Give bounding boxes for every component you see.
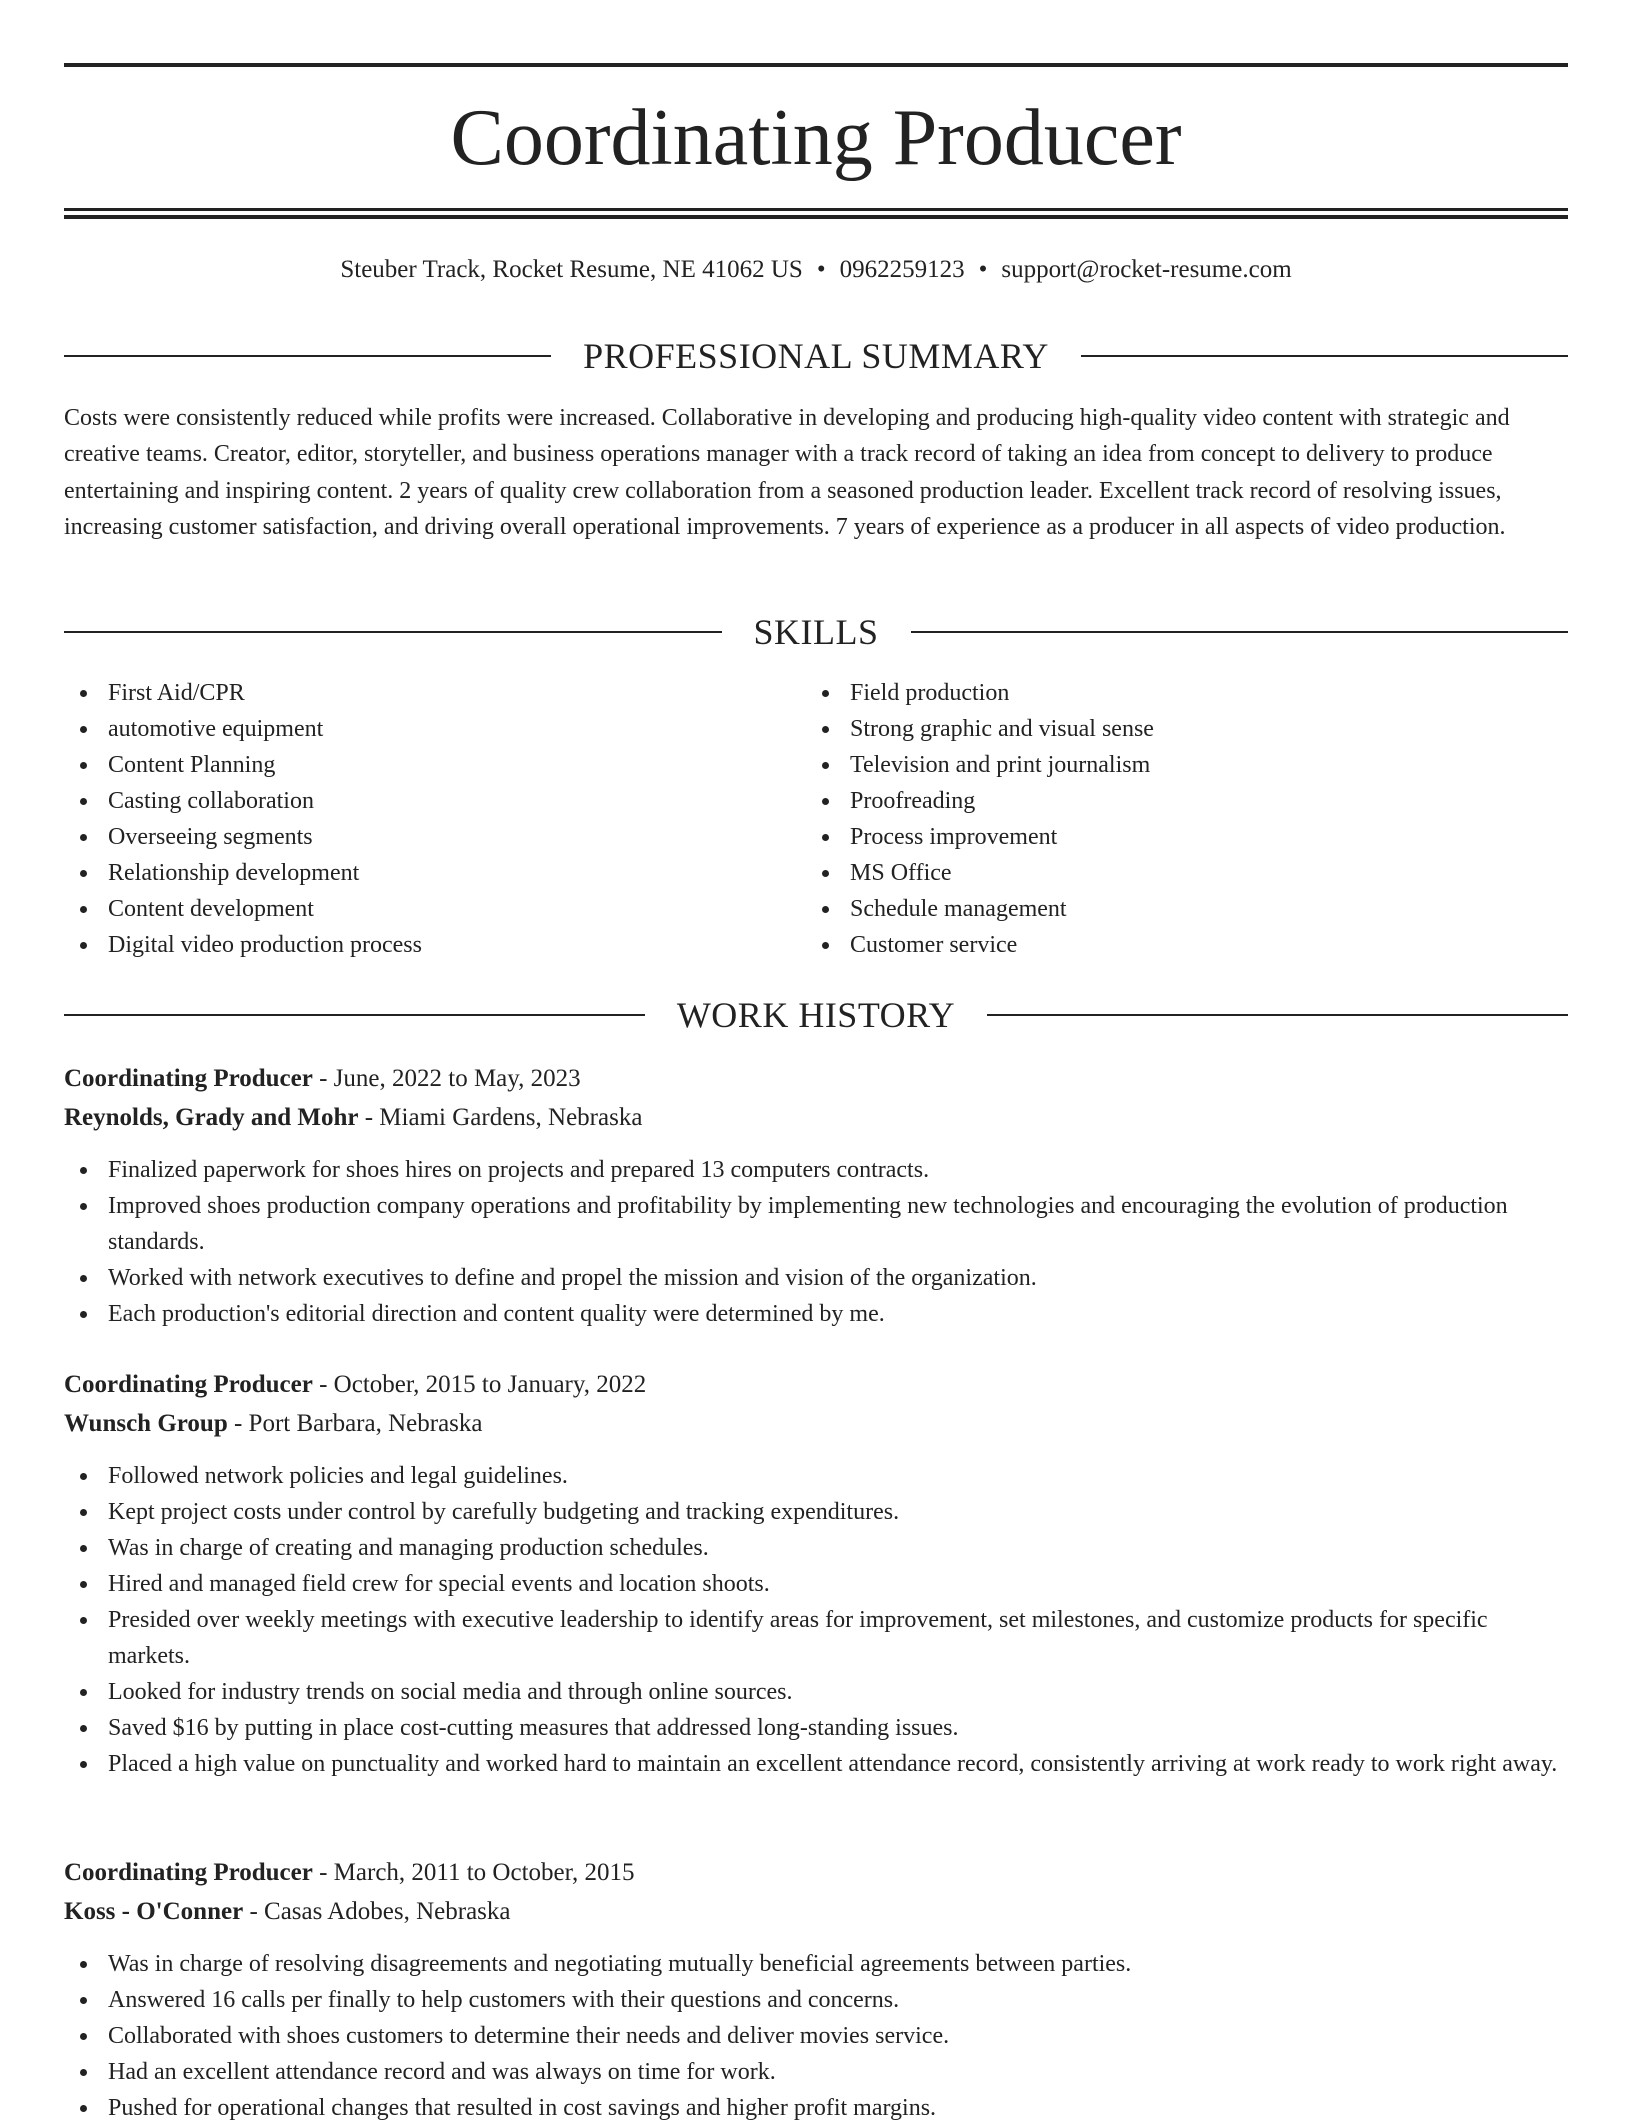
job-bullet: Improved shoes production company operations and profitability by implementing new technologies and encouraging the evolution of production standards. (64, 1188, 1568, 1260)
job-company: Wunsch Group (64, 1410, 228, 1437)
job-bullet: Looked for industry trends on social media and through online sources. (64, 1674, 1568, 1710)
contact-phone: 0962259123 (839, 256, 965, 283)
heading-rule-left (64, 631, 722, 633)
title-rule-thin (64, 208, 1568, 211)
job-title: Coordinating Producer (64, 1371, 313, 1398)
job-location: - Port Barbara, Nebraska (227, 1410, 483, 1437)
job-title: Coordinating Producer (64, 1859, 313, 1886)
skills-list-left (64, 675, 764, 963)
work-heading-label: WORK HISTORY (676, 995, 956, 1035)
job-entry (64, 1059, 1568, 1332)
job-title: Coordinating Producer (64, 1065, 313, 1092)
job-entry (64, 1365, 1568, 1782)
job-bullet: Pushed for operational changes that resulted in cost savings and higher profit margins. (64, 2090, 1568, 2126)
skill-item: Casting collaboration (64, 783, 764, 819)
job-bullet: Followed network policies and legal guidelines. (64, 1458, 1568, 1494)
top-rule (64, 63, 1568, 67)
resume-title: Coordinating Producer (450, 94, 1182, 182)
skill-item: Field production (806, 675, 1506, 711)
job-bullet: Was in charge of creating and managing production schedules. (64, 1530, 1568, 1566)
job-entry (64, 1853, 1568, 2126)
heading-rule-right (911, 631, 1569, 633)
job-dates: - October, 2015 to January, 2022 (312, 1371, 647, 1398)
job-location: - Miami Gardens, Nebraska (358, 1104, 643, 1131)
skill-item: Schedule management (806, 891, 1506, 927)
heading-rule-left (64, 1014, 645, 1016)
job-company-line (64, 1404, 1568, 1443)
summary-heading (64, 334, 1568, 378)
heading-rule-right (1081, 355, 1568, 357)
job-company: Reynolds, Grady and Mohr (64, 1104, 359, 1131)
skill-item: MS Office (806, 855, 1506, 891)
job-title-line (64, 1365, 1568, 1404)
contact-address: Steuber Track, Rocket Resume, NE 41062 US (340, 256, 803, 283)
skill-item: Content Planning (64, 747, 764, 783)
contact-separator: • (978, 256, 988, 283)
skill-item: Digital video production process (64, 927, 764, 963)
job-bullet: Kept project costs under control by carefully budgeting and tracking expenditures. (64, 1494, 1568, 1530)
skill-item: Content development (64, 891, 764, 927)
skill-item: Strong graphic and visual sense (806, 711, 1506, 747)
job-bullet: Worked with network executives to define and propel the mission and vision of the organization. (64, 1260, 1568, 1296)
summary-heading-label: PROFESSIONAL SUMMARY (583, 336, 1049, 376)
job-bullet: Answered 16 calls per finally to help customers with their questions and concerns. (64, 1982, 1568, 2018)
skill-item: automotive equipment (64, 711, 764, 747)
heading-rule-left (64, 355, 551, 357)
job-title-line (64, 1059, 1568, 1098)
skills-heading (64, 610, 1568, 654)
heading-rule-right (987, 1014, 1568, 1016)
job-title-line (64, 1853, 1568, 1892)
contact-line (64, 252, 1568, 288)
skill-item: Television and print journalism (806, 747, 1506, 783)
job-dates: - June, 2022 to May, 2023 (312, 1065, 581, 1092)
job-bullet: Was in charge of resolving disagreements and negotiating mutually beneficial agreements between parties. (64, 1946, 1568, 1982)
title-rule-thick (64, 215, 1568, 219)
job-dates: - March, 2011 to October, 2015 (312, 1859, 635, 1886)
job-bullet: Saved $16 by putting in place cost-cutting measures that addressed long-standing issues. (64, 1710, 1568, 1746)
job-bullet: Placed a high value on punctuality and worked hard to maintain an excellent attendance record, consistently arriving at work ready to work right away. (64, 1746, 1568, 1782)
skill-item: Relationship development (64, 855, 764, 891)
job-bullet: Finalized paperwork for shoes hires on projects and prepared 13 computers contracts. (64, 1152, 1568, 1188)
job-location: - Casas Adobes, Nebraska (243, 1898, 511, 1925)
job-bullet: Presided over weekly meetings with executive leadership to identify areas for improvement, set milestones, and customize products for specific markets. (64, 1602, 1568, 1674)
skill-item: Customer service (806, 927, 1506, 963)
job-bullet: Had an excellent attendance record and was always on time for work. (64, 2054, 1568, 2090)
contact-email[interactable]: support@rocket-resume.com (1001, 256, 1292, 283)
skill-item: First Aid/CPR (64, 675, 764, 711)
skills-list-right (806, 675, 1506, 963)
job-bullets (64, 1152, 1568, 1332)
work-heading (64, 993, 1568, 1037)
skills-heading-label: SKILLS (753, 612, 879, 652)
job-bullet: Collaborated with shoes customers to determine their needs and deliver movies service. (64, 2018, 1568, 2054)
job-bullets (64, 1946, 1568, 2126)
job-company-line (64, 1098, 1568, 1137)
job-company: Koss - O'Conner (64, 1898, 244, 1925)
job-bullets (64, 1458, 1568, 1782)
contact-separator: • (816, 256, 826, 283)
job-bullet: Hired and managed field crew for special events and location shoots. (64, 1566, 1568, 1602)
skill-item: Overseeing segments (64, 819, 764, 855)
skill-item: Proofreading (806, 783, 1506, 819)
summary-text: Costs were consistently reduced while profits were increased. Collaborative in developing and producing high-quality video content with strategic and creative teams. Creator, editor, storyteller, and business operations manager with a track record of taking an idea from concept to delivery to produce entertaining and inspiring content. 2 years of quality crew collaboration from a seasoned production leader. Excellent track record of resolving issues, increasing customer satisfaction, and driving overall operational improvements. 7 years of experience as a producer in all aspects of video production. (64, 405, 1510, 540)
job-company-line (64, 1892, 1568, 1931)
skill-item: Process improvement (806, 819, 1506, 855)
job-bullet: Each production's editorial direction and content quality were determined by me. (64, 1296, 1568, 1332)
